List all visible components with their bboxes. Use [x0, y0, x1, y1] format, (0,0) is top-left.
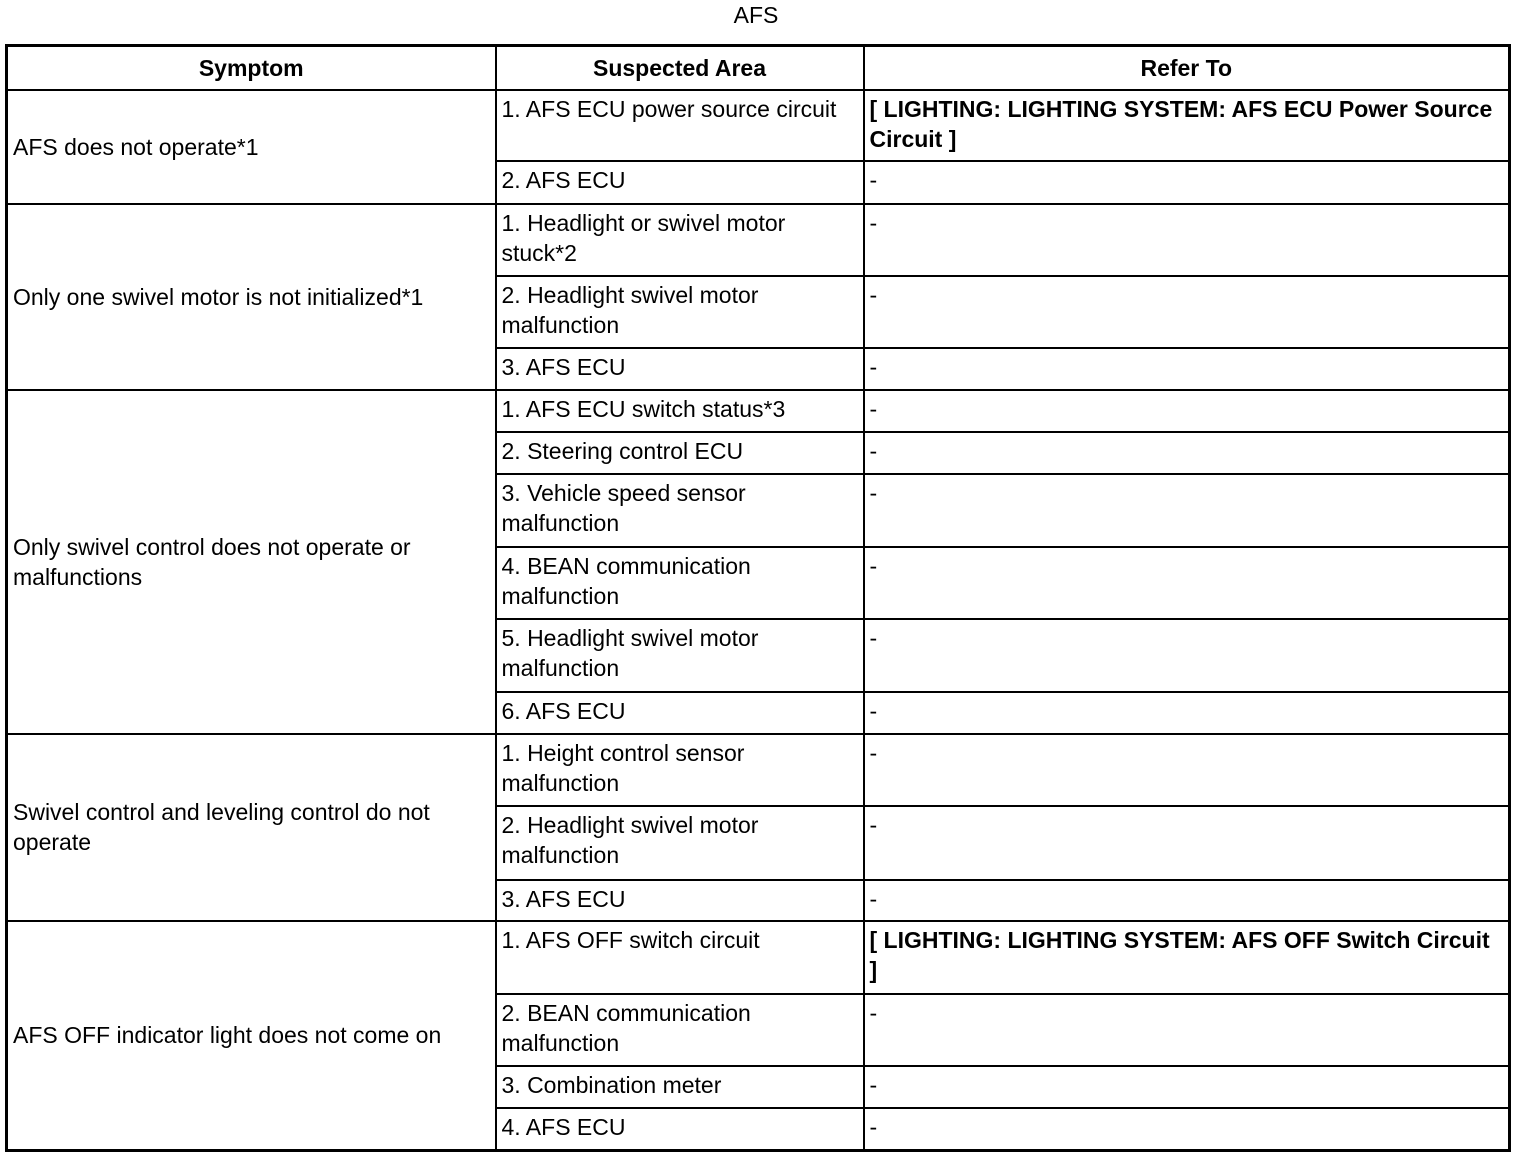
suspected-area-cell: 1. AFS OFF switch circuit — [496, 921, 864, 994]
refer-to-cell: - — [864, 161, 1510, 204]
refer-to-cell: - — [864, 619, 1510, 691]
suspected-area-cell: 2. BEAN communication malfunction — [496, 994, 864, 1066]
suspected-area-cell: 1. Headlight or swivel motor stuck*2 — [496, 204, 864, 276]
symptom-cell: Only one swivel motor is not initialized*1 — [7, 204, 496, 390]
refer-to-cell: - — [864, 734, 1510, 806]
suspected-area-cell: 4. BEAN communication malfunction — [496, 547, 864, 619]
column-header-symptom: Symptom — [7, 46, 496, 90]
suspected-area-cell: 6. AFS ECU — [496, 692, 864, 734]
refer-to-cell: - — [864, 474, 1510, 547]
suspected-area-cell: 5. Headlight swivel motor malfunction — [496, 619, 864, 691]
suspected-area-cell: 4. AFS ECU — [496, 1108, 864, 1150]
refer-to-cell: - — [864, 806, 1510, 880]
suspected-area-cell: 3. Vehicle speed sensor malfunction — [496, 474, 864, 547]
refer-to-link[interactable]: [ LIGHTING: LIGHTING SYSTEM: AFS ECU Power Source Circuit ] — [864, 90, 1510, 161]
suspected-area-cell: 2. Headlight swivel motor malfunction — [496, 276, 864, 348]
column-header-refer-to: Refer To — [864, 46, 1510, 90]
refer-to-cell: - — [864, 276, 1510, 348]
refer-to-cell: - — [864, 547, 1510, 619]
refer-to-cell: - — [864, 1066, 1510, 1108]
suspected-area-cell: 3. AFS ECU — [496, 880, 864, 921]
table-header-row — [7, 46, 1510, 90]
column-header-suspected-area: Suspected Area — [496, 46, 864, 90]
refer-to-cell: - — [864, 348, 1510, 390]
refer-to-cell: - — [864, 994, 1510, 1066]
table-row — [7, 921, 1510, 994]
symptom-cell: AFS does not operate*1 — [7, 90, 496, 204]
refer-to-cell: - — [864, 390, 1510, 432]
refer-to-link[interactable]: [ LIGHTING: LIGHTING SYSTEM: AFS OFF Switch Circuit ] — [864, 921, 1510, 994]
refer-to-cell: - — [864, 1108, 1510, 1150]
suspected-area-cell: 3. AFS ECU — [496, 348, 864, 390]
refer-to-cell: - — [864, 432, 1510, 474]
suspected-area-cell: 1. Height control sensor malfunction — [496, 734, 864, 806]
suspected-area-cell: 2. Steering control ECU — [496, 432, 864, 474]
afs-troubleshooting-table — [5, 44, 1511, 1152]
suspected-area-cell: 3. Combination meter — [496, 1066, 864, 1108]
table-row — [7, 734, 1510, 806]
page-title: AFS — [733, 2, 779, 28]
symptom-cell: Swivel control and leveling control do not operate — [7, 734, 496, 921]
suspected-area-cell: 1. AFS ECU switch status*3 — [496, 390, 864, 432]
table-row — [7, 390, 1510, 432]
suspected-area-cell: 2. Headlight swivel motor malfunction — [496, 806, 864, 880]
table-row — [7, 90, 1510, 161]
refer-to-cell: - — [864, 880, 1510, 921]
refer-to-cell: - — [864, 692, 1510, 734]
symptom-cell: Only swivel control does not operate or malfunctions — [7, 390, 496, 734]
table-row — [7, 204, 1510, 276]
refer-to-cell: - — [864, 204, 1510, 276]
suspected-area-cell: 1. AFS ECU power source circuit — [496, 90, 864, 161]
suspected-area-cell: 2. AFS ECU — [496, 161, 864, 204]
symptom-cell: AFS OFF indicator light does not come on — [7, 921, 496, 1151]
